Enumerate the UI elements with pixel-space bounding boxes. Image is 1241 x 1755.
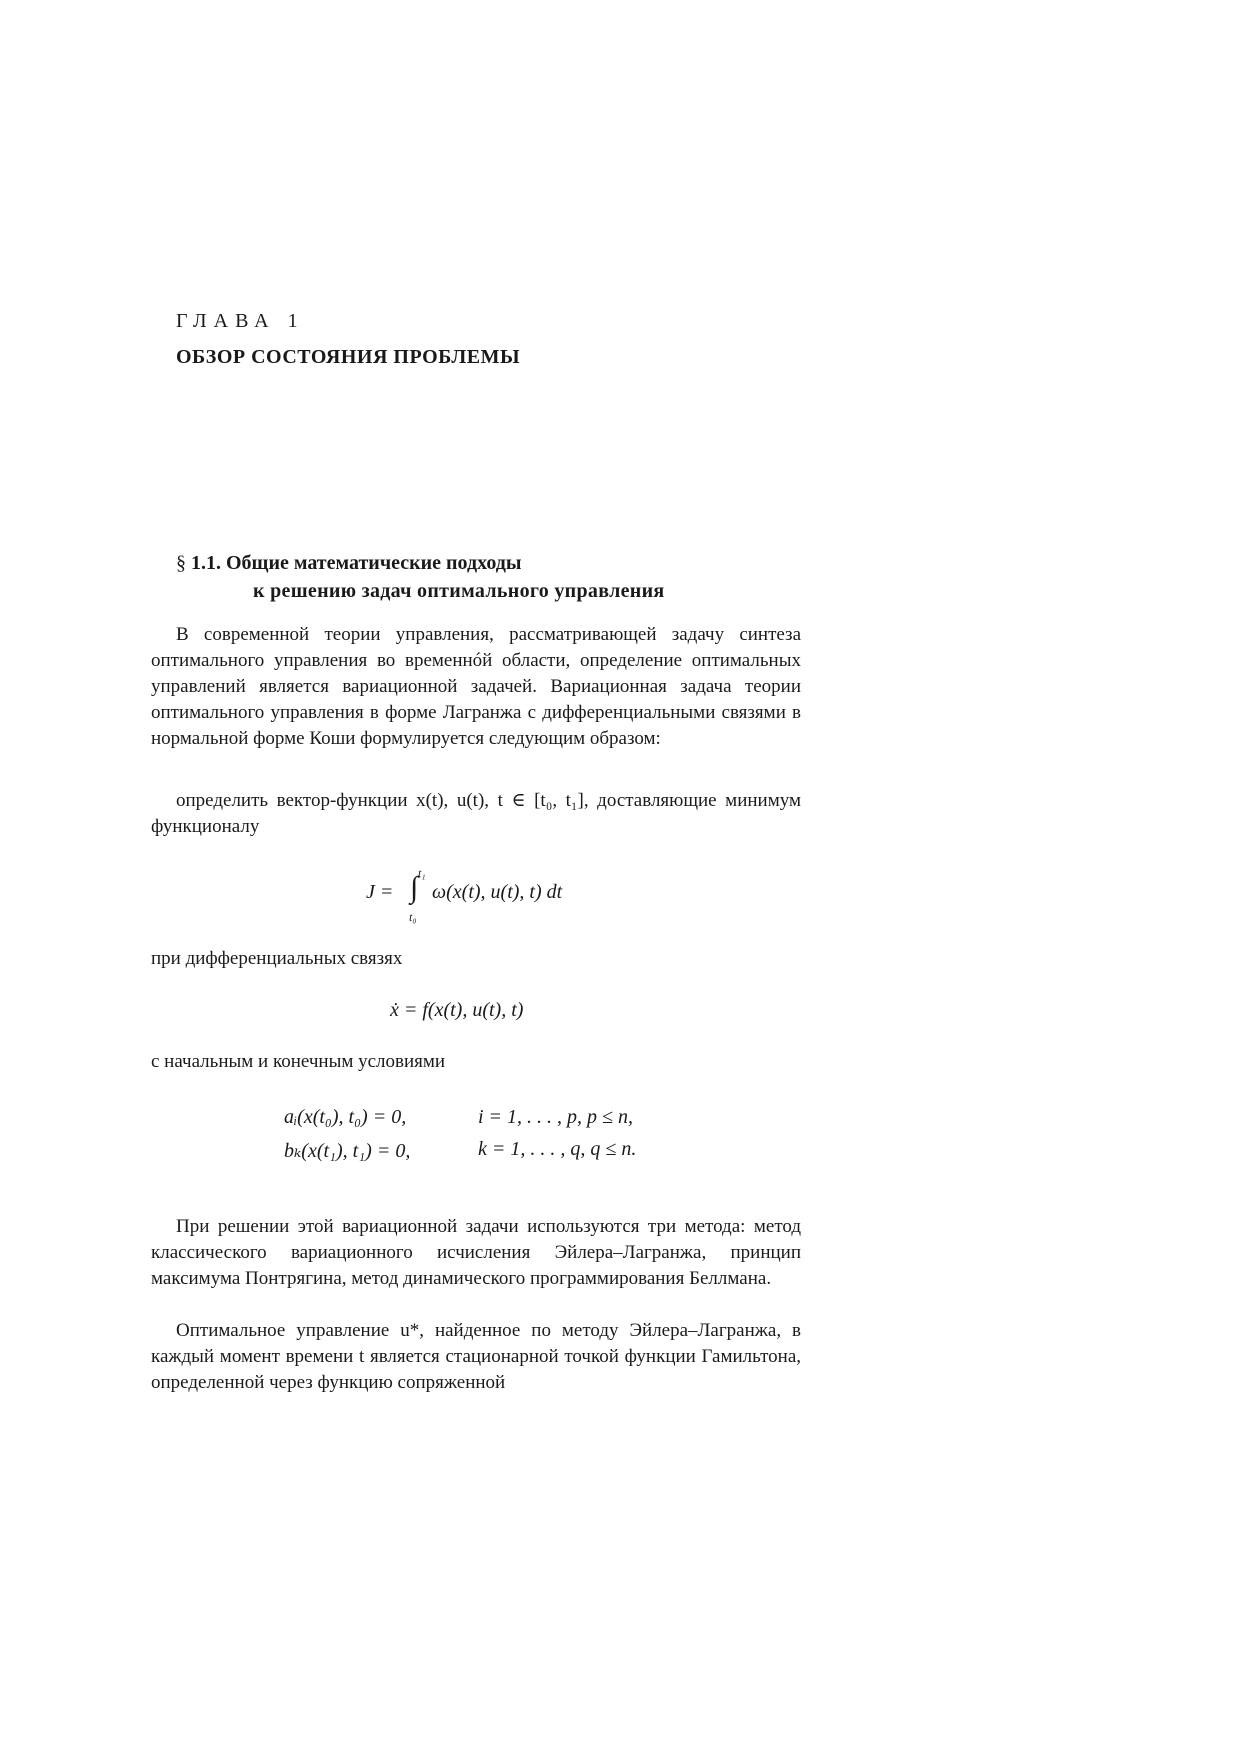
chapter-label: ГЛАВА 1 [176, 310, 305, 332]
paragraph-problem [151, 788, 801, 840]
equation-functional [366, 866, 646, 926]
paragraph-optimal-control [151, 1318, 801, 1396]
section-heading [176, 549, 665, 605]
condition-right: i = 1, . . . , p, p ≤ n, [478, 1106, 634, 1128]
paragraph-intro [151, 622, 801, 752]
section-title-line1: Общие математические подходы [226, 552, 522, 574]
paragraph-text: определить вектор-функции x(t), u(t), t ∈ [t₀, t₁], доставляющие минимум функционалу [151, 790, 801, 837]
chapter-title: ОБЗОР СОСТОЯНИЯ ПРОБЛЕМЫ [176, 346, 521, 368]
integral-lower-limit: t₀ [409, 910, 417, 924]
paragraph-text: Оптимальное управление u*, найденное по методу Эйлера–Лагранжа, в каждый момент времени t является стационарной точкой функции Гамильтона, определенной через функцию сопряженной [151, 1320, 801, 1393]
condition-left: aᵢ(x(t₀), t₀) = 0, [284, 1106, 407, 1128]
section-number: 1.1. [191, 552, 221, 574]
text-boundary-conditions: с начальным и конечным условиями [151, 1051, 446, 1072]
condition-right: k = 1, . . . , q, q ≤ n. [478, 1138, 637, 1160]
condition-left: bₖ(x(t₁), t₁) = 0, [284, 1140, 411, 1162]
paragraph-text: При решении этой вариационной задачи используются три метода: метод классического вариационного исчисления Эйлера–Лагранжа, принцип максимума Понтрягина, метод динамического программирования Беллмана. [151, 1216, 801, 1289]
paragraph-methods [151, 1214, 801, 1292]
equation-differential: ẋ = f(x(t), u(t), t) [390, 999, 524, 1021]
section-title-line2: к решению задач оптимального управления [253, 580, 665, 602]
section-sign: § [176, 552, 186, 574]
integral-sign: ∫ [410, 871, 419, 904]
text-differential-constraints: при дифференциальных связях [151, 948, 403, 969]
integrand: ω(x(t), u(t), t) dt [432, 881, 563, 903]
paragraph-text: В современной теории управления, рассматривающей задачу синтеза оптимального управления во временнóй области, определение оптимальных управлений является вариационной задачей. Вариационная задача теории оптимального управления в форме Лагранжа с дифференциальными связями в нормальной форме Коши формулируется следующим образом: [151, 624, 801, 749]
equation-lhs: J = [366, 881, 394, 903]
integral-upper-limit: t₁ [418, 866, 426, 880]
